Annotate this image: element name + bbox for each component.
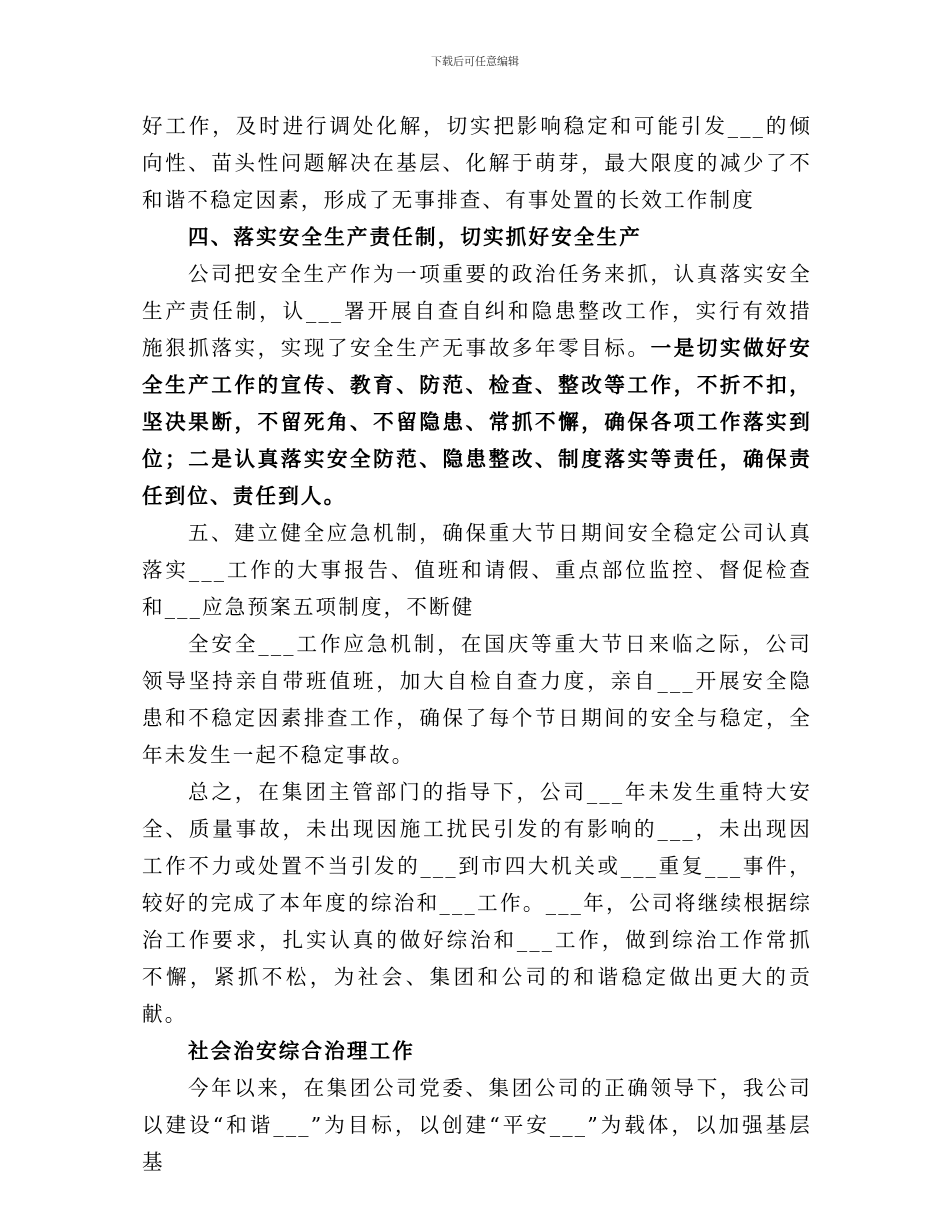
safety-normal-text: 公司把安全生产作为一项重要的政治任务来抓，认真落实安全生产责任制，认___署开展自查自纠和隐患整改工作，实行有效措施狠抓落实，实现了安全生产无事故多年零目标。	[142, 262, 812, 360]
paragraph-continuation: 好工作，及时进行调处化解，切实把影响稳定和可能引发___的倾向性、苗头性问题解决在基层、化解于萌芽，最大限度的减少了不和谐不稳定因素，形成了无事排查、有事处置的长效工作制度	[142, 114, 812, 212]
paragraph-intro: 今年以来，在集团公司党委、集团公司的正确领导下，我公司以建设“和谐___”为目标，以创建“平安___”为载体，以加强基层基	[142, 1076, 812, 1174]
paragraph-safety	[142, 256, 812, 515]
document-body	[142, 108, 812, 1181]
section-heading-public-security: 社会治安综合治理工作	[188, 1039, 415, 1063]
safety-bold-text: 一是切实做好安全生产工作的宣传、教育、防范、检查、整改等工作，不折不扣，坚决果断，不留死角、不留隐患、常抓不懈，确保各项工作落实到位；二是认真落实安全防范、隐患整改、制度落实等责任，确保责任到位、责任到人。	[142, 336, 812, 508]
page-header: 下载后可任意编辑	[431, 55, 519, 68]
section-heading-safety: 四、落实安全生产责任制，切实抓好安全生产	[188, 225, 642, 249]
paragraph-emergency: 五、建立健全应急机制，确保重大节日期间安全稳定公司认真落实___工作的大事报告、值班和请假、重点部位监控、督促检查和___应急预案五项制度，不断健	[142, 521, 812, 619]
paragraph-emergency-continued: 全安全___工作应急机制，在国庆等重大节日来临之际，公司领导坚持亲自带班值班，加大自检自查力度，亲自___开展安全隐患和不稳定因素排查工作，确保了每个节日期间的安全与稳定，全年未发生一起不稳定事故。	[142, 632, 812, 767]
paragraph-summary: 总之，在集团主管部门的指导下，公司___年未发生重特大安全、质量事故，未出现因施工扰民引发的有影响的___，未出现因工作不力或处置不当引发的___到市四大机关或___重复___事件，较好的完成了本年度的综治和___工作。___年，公司将继续根据综治工作要求，扎实认真的做好综治和___工作，做到综治工作常抓不懈，紧抓不松，为社会、集团和公司的和谐稳定做出更大的贡献。	[142, 780, 812, 1026]
